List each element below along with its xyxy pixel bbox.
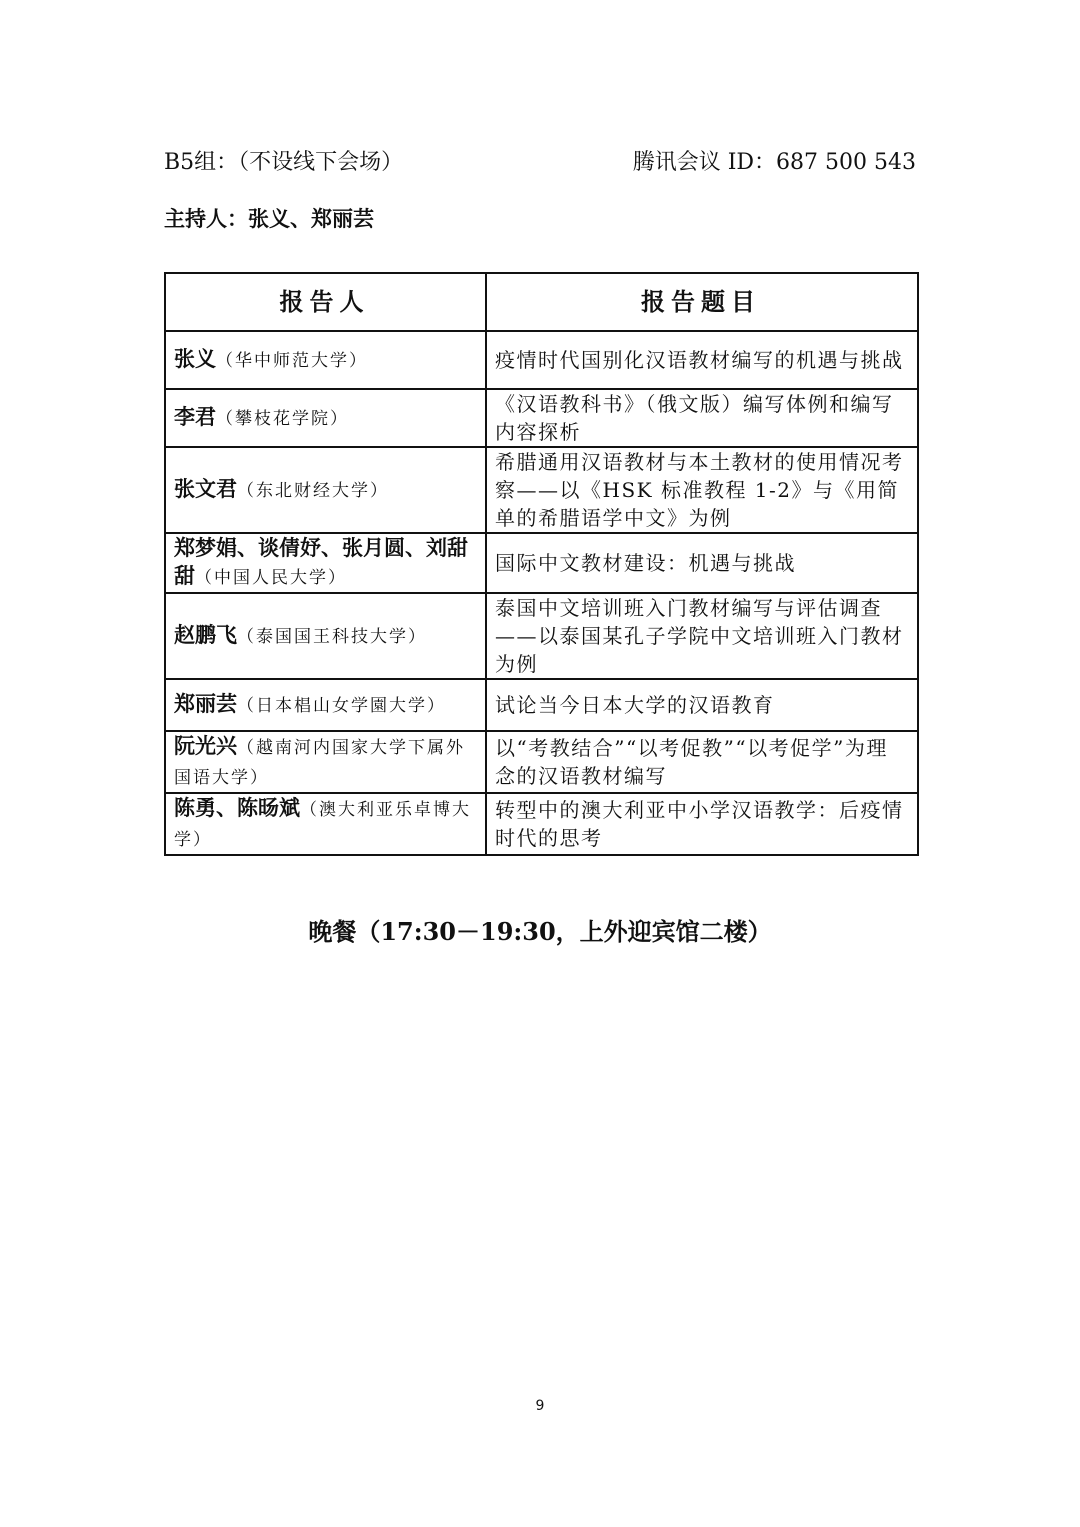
- speaker-name: 阮光兴: [174, 734, 237, 758]
- topic-cell: 试论当今日本大学的汉语教育: [486, 679, 918, 731]
- speaker-cell: [165, 389, 486, 447]
- meeting-id: 腾讯会议 ID：687 500 543: [632, 150, 916, 175]
- speaker-cell: [165, 533, 486, 593]
- table-row: [165, 389, 918, 447]
- table-row: [165, 533, 918, 593]
- header-speaker: 报告人: [165, 273, 486, 331]
- speaker-affiliation: （澳大利亚乐卓博大学）: [174, 800, 471, 850]
- topic-cell: 疫情时代国别化汉语教材编写的机遇与挑战: [486, 331, 918, 389]
- topic-cell: 国际中文教材建设：机遇与挑战: [486, 533, 918, 593]
- group-label: B5组：（不设线下会场）: [164, 150, 404, 175]
- table-row: [165, 593, 918, 679]
- topic-cell: 希腊通用汉语教材与本土教材的使用情况考察——以《HSK 标准教程 1-2》与《用简单的希腊语学中文》为例: [486, 447, 918, 533]
- speaker-name: 陈勇、陈旸斌: [174, 796, 300, 820]
- speaker-name: 郑梦娟、谈倩妤、张月圆、刘甜甜: [174, 536, 468, 588]
- speaker-affiliation: （泰国国王科技大学）: [237, 627, 427, 647]
- speaker-affiliation: （日本椙山女学園大学）: [237, 696, 446, 716]
- header-topic: 报告题目: [486, 273, 918, 331]
- speaker-affiliation: （越南河内国家大学下属外国语大学）: [174, 738, 465, 788]
- speaker-affiliation: （攀枝花学院）: [216, 409, 349, 429]
- speaker-cell: [165, 331, 486, 389]
- table-row: [165, 679, 918, 731]
- speaker-name: 李君: [174, 405, 216, 429]
- topic-cell: 泰国中文培训班入门教材编写与评估调查——以泰国某孔子学院中文培训班入门教材为例: [486, 593, 918, 679]
- speaker-name: 张义: [174, 347, 216, 371]
- speaker-name: 赵鹏飞: [174, 623, 237, 647]
- speaker-affiliation: （东北财经大学）: [237, 481, 389, 501]
- speaker-cell: [165, 447, 486, 533]
- schedule-table: [164, 272, 919, 856]
- table-header-row: [165, 273, 918, 331]
- table-row: [165, 731, 918, 793]
- speaker-cell: [165, 731, 486, 793]
- topic-cell: 以“考教结合”“以考促教”“以考促学”为理念的汉语教材编写: [486, 731, 918, 793]
- topic-cell: 转型中的澳大利亚中小学汉语教学：后疫情时代的思考: [486, 793, 918, 855]
- page-number: 9: [535, 1398, 545, 1414]
- speaker-cell: [165, 593, 486, 679]
- speaker-affiliation: （华中师范大学）: [216, 351, 368, 371]
- speaker-cell: [165, 793, 486, 855]
- speaker-name: 郑丽芸: [174, 692, 237, 716]
- dinner-note: 晚餐（17:30－19:30，上外迎宾馆二楼）: [308, 917, 772, 946]
- table-row: [165, 447, 918, 533]
- table-row: [165, 331, 918, 389]
- table-row: [165, 793, 918, 855]
- speaker-name: 张文君: [174, 477, 237, 501]
- topic-cell: 《汉语教科书》（俄文版）编写体例和编写内容探析: [486, 389, 918, 447]
- speaker-affiliation: （中国人民大学）: [195, 568, 347, 588]
- speaker-cell: [165, 679, 486, 731]
- host-line: 主持人：张义、郑丽芸: [164, 207, 374, 231]
